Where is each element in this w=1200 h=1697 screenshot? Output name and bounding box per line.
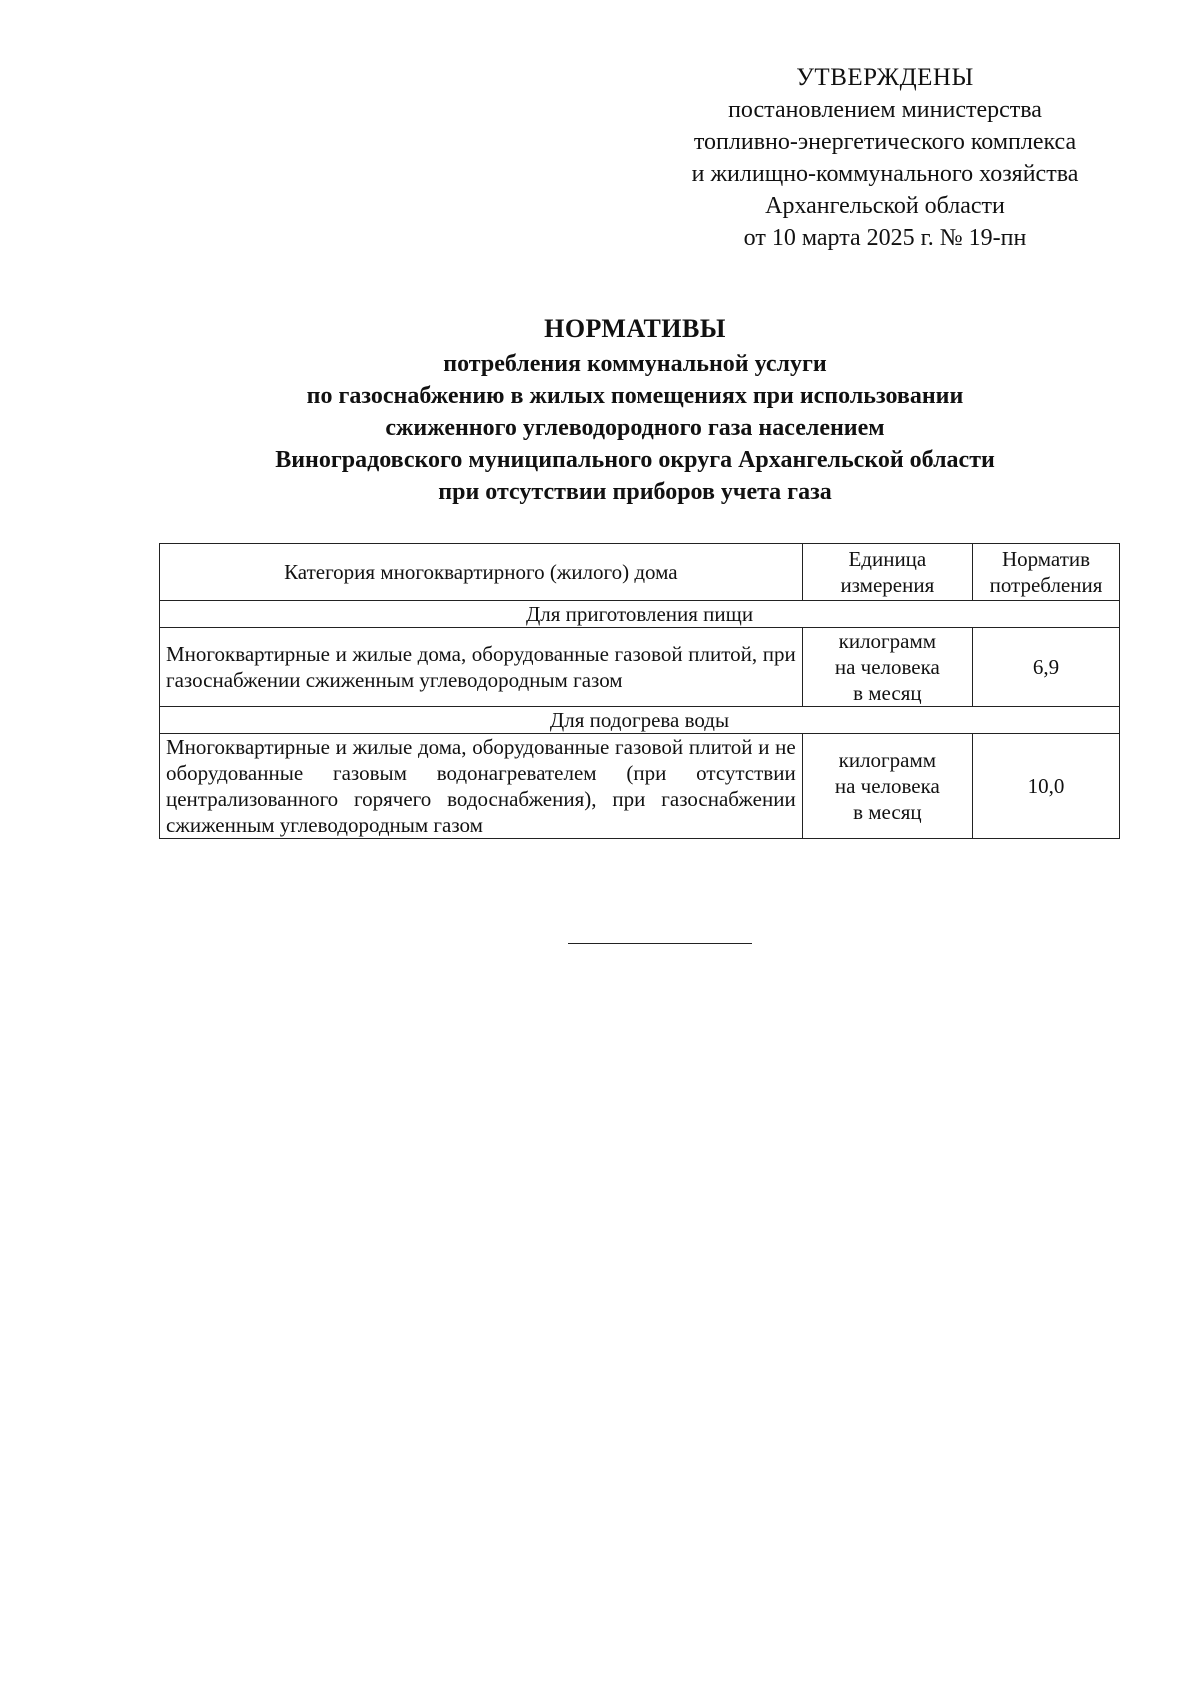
row-unit-line: в месяц [853, 681, 922, 705]
title-line: потребления коммунальной услуги [443, 351, 827, 377]
row-value: 10,0 [973, 734, 1120, 839]
header-norm [973, 544, 1120, 601]
header-norm-line: Норматив [1001, 547, 1091, 571]
document-title [150, 310, 1120, 508]
title-main: НОРМАТИВЫ [544, 314, 726, 343]
approval-line: Архангельской области [765, 193, 1005, 219]
approval-heading: УТВЕРЖДЕНЫ [796, 64, 974, 91]
approval-line: от 10 марта 2025 г. № 19-пн [743, 225, 1027, 251]
header-category: Категория многоквартирного (жилого) дома [160, 544, 803, 601]
table-row [160, 734, 1120, 839]
row-unit-line: на человека [834, 774, 940, 798]
title-line: по газоснабжению в жилых помещениях при использовании [306, 383, 964, 409]
norms-table [159, 543, 1120, 839]
row-unit-line: в месяц [853, 800, 922, 824]
row-category: Многоквартирные и жилые дома, оборудованные газовой плитой и не оборудованные газовым водонагревателем (при отсутствии централизованного горячего водоснабжения), при газоснабжении сжиженным углеводородным газом [160, 734, 803, 839]
row-unit-line: килограмм [838, 748, 937, 772]
row-value: 6,9 [973, 628, 1120, 707]
end-divider [568, 943, 752, 944]
row-unit-line: на человека [834, 655, 940, 679]
table-row [160, 628, 1120, 707]
header-unit-line: измерения [840, 573, 935, 597]
row-category: Многоквартирные и жилые дома, оборудованные газовой плитой, при газоснабжении сжиженным углеводородным газом [160, 628, 803, 707]
title-line: сжиженного углеводородного газа населением [385, 415, 885, 441]
header-unit [802, 544, 972, 601]
approval-line: постановлением министерства [728, 97, 1042, 123]
header-norm-line: потребления [989, 573, 1103, 597]
row-unit [802, 734, 972, 839]
row-unit [802, 628, 972, 707]
section-row [160, 601, 1120, 628]
title-line: при отсутствии приборов учета газа [438, 479, 832, 505]
section-row [160, 707, 1120, 734]
title-line: Виноградовского муниципального округа Архангельской области [275, 447, 995, 473]
section-title: Для приготовления пищи [160, 601, 1120, 628]
approval-line: топливно-энергетического комплекса [693, 129, 1077, 155]
header-unit-line: Единица [848, 547, 927, 571]
table-header-row [160, 544, 1120, 601]
approval-block [650, 62, 1120, 254]
row-unit-line: килограмм [838, 629, 937, 653]
section-title: Для подогрева воды [160, 707, 1120, 734]
approval-line: и жилищно-коммунального хозяйства [691, 161, 1079, 187]
